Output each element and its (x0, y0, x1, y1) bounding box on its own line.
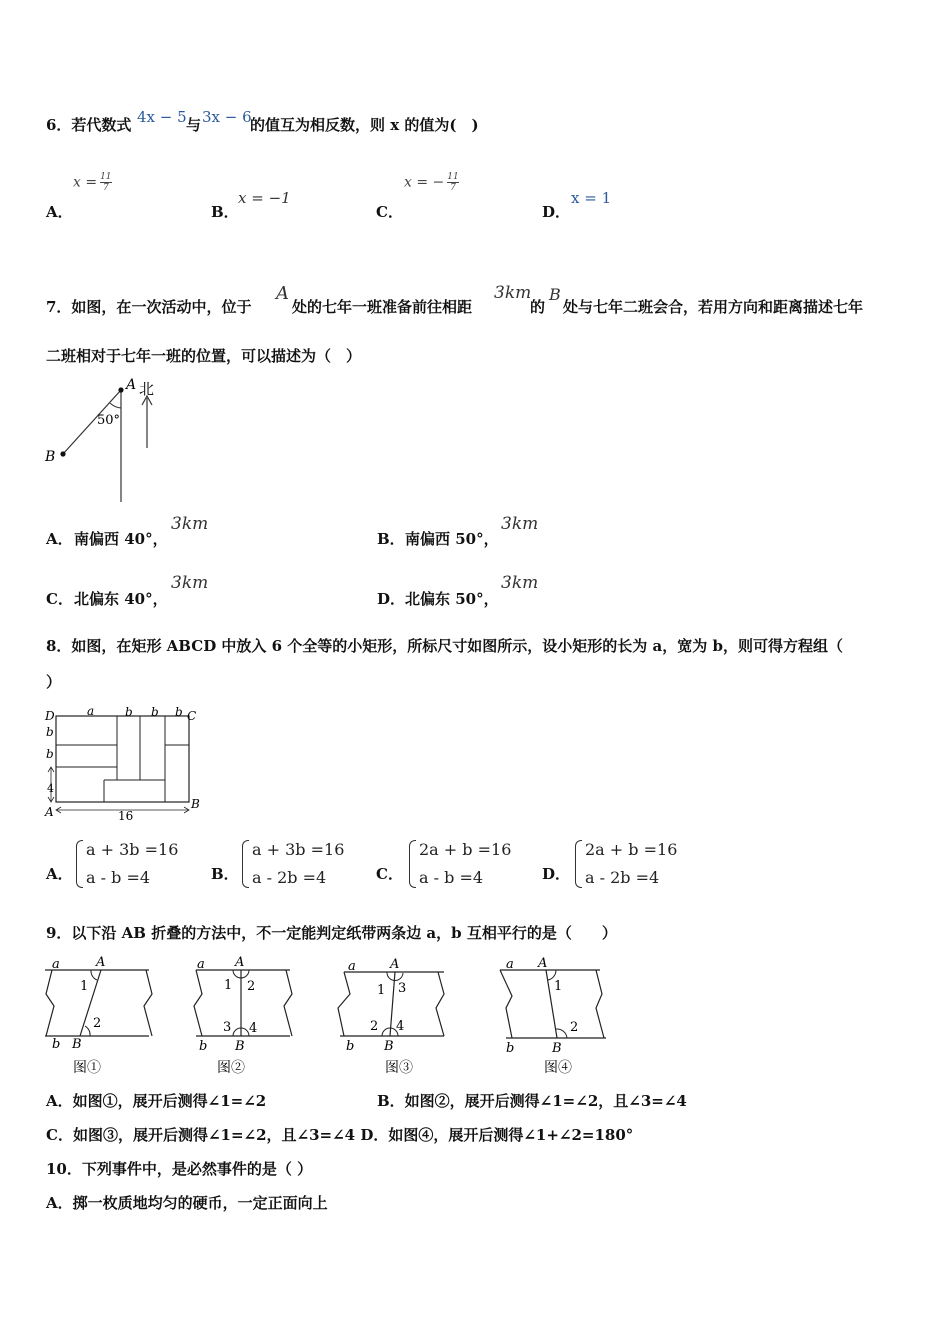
q8-label-sixteen: 16 (118, 809, 134, 823)
q7-dist: 3km (494, 283, 532, 303)
q8-label-b: B (191, 797, 200, 811)
q9f4-num-1: 1 (554, 979, 563, 994)
q7-option-b-text: 南偏西 50°， (405, 530, 499, 548)
q7-line2: 二班相对于七年一班的位置，可以描述为（ ） (46, 347, 362, 365)
q9f2-label-b: b (199, 1039, 208, 1054)
q9f2-num-1: 1 (224, 978, 233, 993)
q8-option-b-label: B． (211, 865, 239, 883)
q8-option-d-system (575, 836, 677, 892)
q7-point-a: A (276, 283, 289, 304)
q9f1-angle-1-arc (91, 970, 97, 980)
q7-option-a-dist: 3km (171, 514, 209, 534)
q8-line2: ） (46, 673, 62, 691)
q7-option-c-text: 北偏东 40°， (74, 590, 168, 608)
q7-fig-label-b: B (45, 449, 56, 465)
q9f3-caption: 图③ (385, 1060, 413, 1076)
q8-label-a: A (45, 805, 54, 819)
q9f3-label-A: A (390, 957, 400, 972)
q9-figure-4 (496, 952, 611, 1077)
q7-option-a-text: 南偏西 40°， (74, 530, 168, 548)
q7-figure (40, 372, 180, 507)
q7-line1-a: 7．如图，在一次活动中，位于 (46, 298, 252, 316)
q9-option-a: A．如图①，展开后测得∠1=∠2 (46, 1092, 267, 1110)
q8-small-rect-1 (56, 716, 117, 745)
q8-option-d-eq2: a - 2b =4 (585, 868, 660, 887)
q9f1-right-tear (144, 970, 152, 1036)
q9f3-num-4: 4 (396, 1019, 405, 1034)
q6-option-b-label: B． (211, 203, 239, 221)
q9f3-fold-ab (390, 972, 395, 1036)
q7-point-a-dot (118, 387, 123, 392)
q7-angle-arc (110, 403, 121, 408)
q9f2-label-B: B (235, 1039, 245, 1054)
q7-line1-d: 处与七年二班会合，若用方向和距离描述七年 (563, 298, 864, 316)
q8-rect-abcd (56, 716, 189, 802)
q8-option-b-eq1: a + 3b =16 (252, 840, 345, 859)
q9f1-label-b: b (52, 1037, 61, 1052)
q6-option-c-value (404, 172, 459, 193)
q6-option-d-value: x = 1 (571, 189, 612, 207)
q6-suffix: 的值互为相反数，则 x 的值为( ) (250, 116, 479, 134)
q7-option-c-label: C． (46, 590, 73, 608)
q8-option-c-eq2: a - b =4 (419, 868, 484, 887)
q6-option-c-den: 7 (450, 183, 456, 193)
q9f3-num-2: 2 (370, 1019, 379, 1034)
q9f3-label-B: B (384, 1039, 394, 1054)
q9f1-num-2: 2 (93, 1016, 102, 1031)
q9f4-label-B: B (552, 1041, 562, 1056)
q7-point-b: B (549, 285, 561, 304)
q8-label-top-b2: b (151, 705, 159, 719)
q9f2-label-a: a (197, 957, 205, 972)
q9f4-right-tear (596, 970, 604, 1038)
q9f4-label-b: b (506, 1041, 515, 1056)
q9f4-label-a: a (506, 957, 514, 972)
q8-option-d-eq1: 2a + b =16 (585, 840, 678, 859)
q9f2-right-tear (284, 970, 292, 1036)
q9f2-num-2: 2 (247, 979, 256, 994)
q9-stem: 9．以下沿 AB 折叠的方法中，不一定能判定纸带两条边 a，b 互相平行的是（ ） (46, 924, 617, 942)
q10-option-a: A．掷一枚质地均匀的硬币，一定正面向上 (46, 1194, 328, 1212)
q7-option-d-label: D． (377, 590, 406, 608)
q9f3-label-a: a (348, 959, 356, 974)
q7-option-b-dist: 3km (501, 514, 539, 534)
q6-option-b-value: x = −1 (238, 189, 291, 207)
q10-stem: 10．下列事件中，是必然事件的是（ ） (46, 1160, 313, 1178)
q9-option-c-d: C．如图③，展开后测得∠1=∠2，且∠3=∠4 D．如图④，展开后测得∠1+∠2=180° (46, 1126, 634, 1144)
q9-figure-2 (188, 952, 303, 1077)
q8-label-top-b1: b (125, 705, 133, 719)
q6-option-c-lhs: x = − (404, 174, 445, 191)
q7-fig-angle: 50° (97, 413, 121, 428)
q9-option-b: B．如图②，展开后测得∠1=∠2，且∠3=∠4 (377, 1092, 687, 1110)
q7-option-d-text: 北偏东 50°， (405, 590, 499, 608)
q9f2-label-A: A (235, 955, 245, 970)
q8-option-a-label: A． (46, 865, 73, 883)
q8-option-c-system (409, 836, 511, 892)
q6-expr1: 4x − 5 (137, 108, 187, 126)
q6-option-a-label: A． (46, 203, 73, 221)
q8-label-left-b1: b (46, 725, 54, 739)
q9f2-num-4: 4 (249, 1021, 258, 1036)
q6-option-a-value (73, 172, 112, 193)
q7-option-d-dist: 3km (501, 573, 539, 593)
q9f3-num-3: 3 (398, 981, 407, 996)
q8-label-d: D (45, 709, 55, 723)
q6-prefix: 6．若代数式 (46, 116, 132, 134)
q8-option-c-label: C． (376, 865, 403, 883)
q9f3-label-b: b (346, 1039, 355, 1054)
q9f2-num-3: 3 (223, 1020, 232, 1035)
q8-label-left-b2: b (46, 747, 54, 761)
q6-expr2: 3x − 6 (202, 108, 252, 126)
q8-option-a-eq1: a + 3b =16 (86, 840, 179, 859)
q8-option-a-eq2: a - b =4 (86, 868, 151, 887)
q8-option-d-label: D． (542, 865, 571, 883)
q7-point-b-dot (60, 451, 65, 456)
q9f1-label-A: A (96, 955, 106, 970)
q8-label-top-a: a (87, 704, 95, 718)
q8-option-c-eq1: 2a + b =16 (419, 840, 512, 859)
q6-option-c-label: C． (376, 203, 403, 221)
q6-option-d-label: D． (542, 203, 571, 221)
q9f2-left-tear (194, 970, 202, 1036)
q9f4-num-2: 2 (570, 1020, 579, 1035)
q9-figure-3 (334, 952, 454, 1077)
q9f1-label-a: a (52, 957, 60, 972)
q9f1-label-B: B (72, 1037, 82, 1052)
q6-option-c-num: 11 (447, 172, 459, 182)
q9f2-caption: 图② (217, 1060, 245, 1076)
q8-label-top-b3: b (175, 705, 183, 719)
q7-line1-c: 的 (530, 298, 546, 316)
q9f1-angle-2-arc (85, 1026, 90, 1036)
q9f3-right-tear (436, 972, 444, 1036)
q7-option-c-dist: 3km (171, 573, 209, 593)
q9f4-angle-2-arc (556, 1029, 567, 1038)
q6-option-a-den: 7 (102, 183, 109, 193)
q9f3-left-tear (338, 972, 350, 1036)
q8-label-four: 4 (47, 782, 54, 795)
q7-line1-b: 处的七年一班准备前往相距 (292, 298, 473, 316)
q9f4-label-A: A (538, 956, 548, 971)
q8-option-a-system (76, 836, 178, 892)
q7-option-a-label: A． (46, 530, 73, 548)
q8-option-b-eq2: a - 2b =4 (252, 868, 327, 887)
q8-line1: 8．如图，在矩形 ABCD 中放入 6 个全等的小矩形，所标尺寸如图所示，设小矩形的长为 a，宽为 b，则可得方程组（ (46, 637, 843, 655)
q9f1-caption: 图① (73, 1060, 101, 1076)
q8-label-c: C (187, 709, 197, 723)
q6-mid: 与 (186, 116, 202, 134)
q8-small-rect-2 (56, 745, 117, 767)
q9f3-num-1: 1 (377, 983, 386, 998)
q8-option-b-system (242, 836, 344, 892)
q6-option-a-lhs: x = (73, 174, 98, 191)
q9f1-num-1: 1 (80, 979, 89, 994)
q7-option-b-label: B． (377, 530, 405, 548)
q9f4-left-tear (500, 970, 512, 1038)
q9f4-caption: 图④ (544, 1060, 572, 1076)
q9f1-left-tear (46, 970, 54, 1036)
q7-fig-label-a: A (126, 377, 137, 393)
q9-figure-1 (42, 952, 157, 1077)
q6-option-a-num: 11 (100, 172, 112, 182)
q8-figure (40, 702, 210, 824)
q7-fig-north: 北 (139, 380, 155, 398)
